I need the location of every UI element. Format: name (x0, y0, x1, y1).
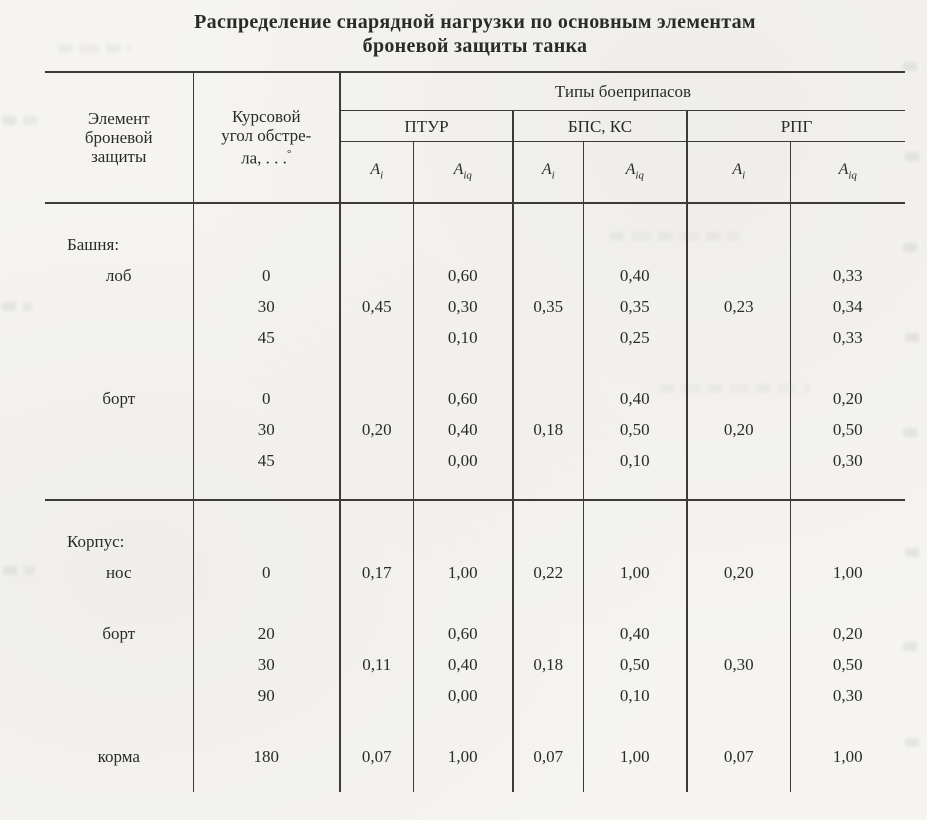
cell (513, 353, 583, 383)
section-label: Корпус: (67, 532, 125, 551)
cell (583, 500, 687, 557)
value-cell (340, 618, 413, 649)
cell (340, 476, 413, 500)
cell (45, 588, 193, 618)
value-cell (513, 383, 583, 414)
section-row (45, 203, 905, 260)
spacer-row (45, 353, 905, 383)
cell (45, 476, 193, 500)
value-cell: 0,11 (340, 649, 413, 680)
cell (340, 588, 413, 618)
column-header-angle-line: Курсовой (231, 107, 301, 127)
degree-symbol: ° (286, 148, 292, 161)
value-cell: 0,34 (790, 291, 905, 322)
value-cell: 0,35 (583, 291, 687, 322)
value-cell: 0,40 (583, 260, 687, 291)
value-cell: 0,07 (687, 741, 790, 772)
column-header-ai: $A_i$ (687, 142, 790, 204)
cell (45, 711, 193, 741)
cell (193, 353, 340, 383)
column-header-aiq: $A_{iq}$ (790, 142, 905, 204)
cell (513, 500, 583, 557)
value-cell (687, 322, 790, 353)
bleedthrough-artifact (903, 642, 925, 651)
value-cell (340, 322, 413, 353)
cell (193, 203, 340, 260)
value-cell: 0,10 (583, 680, 687, 711)
cell (687, 476, 790, 500)
column-group-bps-ks: БПС, КС (513, 111, 687, 142)
value-cell: 0,40 (583, 383, 687, 414)
angle-cell: 90 (193, 680, 340, 711)
value-cell: 0,18 (513, 649, 583, 680)
value-cell (513, 618, 583, 649)
cell (790, 353, 905, 383)
column-header-angle (193, 72, 340, 203)
cell (340, 353, 413, 383)
value-cell: 1,00 (413, 741, 513, 772)
cell (413, 353, 513, 383)
cell (583, 711, 687, 741)
column-header-element-line: защиты (91, 147, 147, 166)
load-distribution-table (45, 71, 905, 792)
table-row (45, 557, 905, 588)
cell (513, 476, 583, 500)
element-label (45, 414, 193, 445)
cell (340, 500, 413, 557)
table-row (45, 649, 905, 680)
cell (513, 772, 583, 792)
value-cell: 1,00 (583, 557, 687, 588)
angle-cell: 30 (193, 291, 340, 322)
angle-cell: 45 (193, 322, 340, 353)
cell (583, 588, 687, 618)
cell (193, 500, 340, 557)
value-cell: 0,00 (413, 445, 513, 476)
bleedthrough-artifact (905, 333, 925, 342)
element-label: нос (105, 562, 132, 582)
value-cell: 0,20 (790, 618, 905, 649)
cell (193, 772, 340, 792)
value-cell: 0,25 (583, 322, 687, 353)
value-cell (340, 260, 413, 291)
bleedthrough-artifact (903, 62, 925, 71)
cell (513, 711, 583, 741)
cell (790, 711, 905, 741)
cell (45, 353, 193, 383)
table-row (45, 445, 905, 476)
value-cell: 0,60 (413, 383, 513, 414)
value-cell: 0,30 (790, 445, 905, 476)
cell (583, 353, 687, 383)
value-cell (513, 680, 583, 711)
column-header-element (45, 72, 193, 203)
cell (193, 711, 340, 741)
column-header-aiq: $A_{iq}$ (583, 142, 687, 204)
cell (340, 203, 413, 260)
angle-cell: 30 (193, 649, 340, 680)
column-header-angle-line: ла, . . . (241, 148, 287, 168)
section-label: Башня: (67, 235, 120, 254)
spacer-row (45, 711, 905, 741)
bleedthrough-artifact (2, 302, 32, 311)
cell (413, 588, 513, 618)
section-divider (45, 476, 905, 500)
value-cell: 0,50 (790, 414, 905, 445)
value-cell (340, 680, 413, 711)
value-cell: 0,20 (687, 557, 790, 588)
column-header-angle-line: угол обстре- (221, 126, 312, 146)
value-cell: 0,30 (687, 649, 790, 680)
bleedthrough-artifact (905, 152, 925, 161)
value-cell: 1,00 (790, 557, 905, 588)
angle-cell: 0 (193, 260, 340, 291)
value-cell (687, 383, 790, 414)
value-cell: 0,35 (513, 291, 583, 322)
value-cell (687, 680, 790, 711)
cell (340, 772, 413, 792)
value-cell: 0,07 (513, 741, 583, 772)
element-label (45, 291, 193, 322)
column-group-rpg: РПГ (687, 111, 905, 142)
value-cell: 1,00 (790, 741, 905, 772)
bleedthrough-artifact (905, 548, 925, 557)
cell (413, 203, 513, 260)
column-header-element-line: броневой (84, 128, 153, 147)
column-group-ptur: ПТУР (340, 111, 513, 142)
cell (790, 476, 905, 500)
value-cell: 0,50 (790, 649, 905, 680)
cell (193, 588, 340, 618)
value-cell (513, 445, 583, 476)
cell (790, 588, 905, 618)
page-title-line1: Распределение снарядной нагрузки по основным элементам (194, 11, 756, 33)
element-label: лоб (105, 265, 132, 285)
element-label (45, 322, 193, 353)
value-cell: 0,30 (413, 291, 513, 322)
value-cell: 0,20 (687, 414, 790, 445)
cell (193, 476, 340, 500)
column-header-element-line: Элемент (87, 109, 150, 128)
value-cell: 0,50 (583, 414, 687, 445)
value-cell: 0,30 (790, 680, 905, 711)
column-group-ammo-types: Типы боеприпасов (340, 72, 905, 111)
angle-cell: 0 (193, 383, 340, 414)
cell (790, 203, 905, 260)
bleedthrough-artifact (2, 116, 38, 125)
element-label (45, 649, 193, 680)
angle-cell: 45 (193, 445, 340, 476)
table-row (45, 260, 905, 291)
value-cell (513, 322, 583, 353)
table-row (45, 291, 905, 322)
value-cell: 0,45 (340, 291, 413, 322)
value-cell: 0,40 (413, 649, 513, 680)
cell (413, 500, 513, 557)
cell (790, 772, 905, 792)
value-cell: 0,60 (413, 618, 513, 649)
value-cell (687, 260, 790, 291)
column-header-aiq: $A_{iq}$ (413, 142, 513, 204)
cell (340, 711, 413, 741)
cell (45, 772, 193, 792)
cell (513, 203, 583, 260)
bleedthrough-artifact (905, 738, 925, 747)
cell (413, 476, 513, 500)
value-cell (687, 445, 790, 476)
page-title (45, 10, 905, 58)
value-cell: 0,40 (583, 618, 687, 649)
value-cell: 0,20 (340, 414, 413, 445)
value-cell: 0,60 (413, 260, 513, 291)
cell (513, 588, 583, 618)
element-label: борт (102, 623, 136, 643)
cell (687, 353, 790, 383)
value-cell: 0,23 (687, 291, 790, 322)
cell (413, 772, 513, 792)
value-cell: 0,10 (583, 445, 687, 476)
page-title-line2: броневой защиты танка (362, 35, 588, 57)
cell (687, 500, 790, 557)
cell (687, 772, 790, 792)
value-cell: 0,33 (790, 260, 905, 291)
value-cell: 1,00 (413, 557, 513, 588)
value-cell: 0,33 (790, 322, 905, 353)
angle-cell: 20 (193, 618, 340, 649)
element-label: борт (102, 388, 136, 408)
value-cell: 0,18 (513, 414, 583, 445)
angle-cell: 0 (193, 557, 340, 588)
cell (413, 711, 513, 741)
table-row (45, 383, 905, 414)
value-cell: 0,50 (583, 649, 687, 680)
value-cell: 0,22 (513, 557, 583, 588)
bleedthrough-artifact (903, 428, 925, 437)
cell (687, 711, 790, 741)
value-cell: 0,07 (340, 741, 413, 772)
value-cell: 0,40 (413, 414, 513, 445)
table-row (45, 322, 905, 353)
column-header-ai: $A_i$ (513, 142, 583, 204)
value-cell (687, 618, 790, 649)
angle-cell: 180 (193, 741, 340, 772)
value-cell (340, 445, 413, 476)
value-cell: 0,10 (413, 322, 513, 353)
section-row (45, 500, 905, 557)
value-cell: 0,17 (340, 557, 413, 588)
spacer-row (45, 588, 905, 618)
bleedthrough-artifact (903, 243, 925, 252)
angle-cell: 30 (193, 414, 340, 445)
table-row (45, 414, 905, 445)
table-row (45, 680, 905, 711)
table-row (45, 618, 905, 649)
table-body (45, 203, 905, 792)
cell (790, 500, 905, 557)
cell (687, 203, 790, 260)
cell (687, 588, 790, 618)
bleedthrough-artifact (3, 566, 35, 575)
value-cell: 0,20 (790, 383, 905, 414)
element-label: корма (97, 746, 140, 766)
value-cell (340, 383, 413, 414)
column-header-ai: $A_i$ (340, 142, 413, 204)
value-cell: 0,00 (413, 680, 513, 711)
table-row (45, 741, 905, 772)
cell (583, 476, 687, 500)
value-cell (513, 260, 583, 291)
value-cell: 1,00 (583, 741, 687, 772)
cell (583, 772, 687, 792)
element-label (45, 445, 193, 476)
cell (583, 203, 687, 260)
table-tail (45, 772, 905, 792)
element-label (45, 680, 193, 711)
